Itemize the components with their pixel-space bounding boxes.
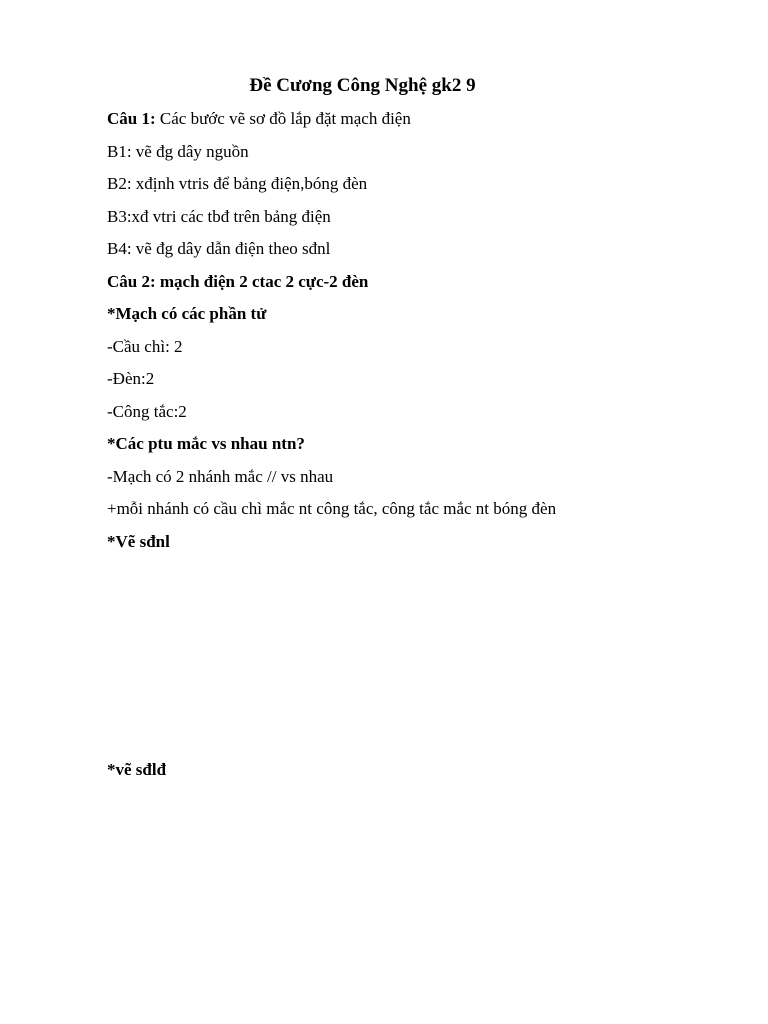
component-switch: -Công tắc:2 xyxy=(107,402,187,421)
step-3: B3:xđ vtri các tbđ trên bảng điện xyxy=(107,207,331,226)
connection-heading: *Các ptu mắc vs nhau ntn? xyxy=(107,434,305,453)
question-1-text: Các bước vẽ sơ đồ lắp đặt mạch điện xyxy=(155,109,411,128)
question-1 xyxy=(107,108,411,130)
question-2: Câu 2: mạch điện 2 ctac 2 cực-2 đèn xyxy=(107,272,369,291)
component-fuse: -Cầu chì: 2 xyxy=(107,337,183,356)
component-lamp: -Đèn:2 xyxy=(107,369,155,388)
question-1-label: Câu 1: xyxy=(107,109,156,128)
components-heading: *Mạch có các phần tử xyxy=(107,304,267,323)
draw-wiring-heading: *vẽ sđlđ xyxy=(107,760,167,779)
draw-schematic-heading: *Vẽ sđnl xyxy=(107,532,170,551)
connection-series: +mỗi nhánh có cầu chì mắc nt công tắc, công tắc mắc nt bóng đèn xyxy=(107,499,557,518)
connection-parallel: -Mạch có 2 nhánh mắc // vs nhau xyxy=(107,467,334,486)
step-4: B4: vẽ đg dây dẫn điện theo sđnl xyxy=(107,239,331,258)
document-title: Đề Cương Công Nghệ gk2 9 xyxy=(249,75,476,96)
step-2: B2: xđịnh vtris để bảng điện,bóng đèn xyxy=(107,174,368,193)
step-1: B1: vẽ đg dây nguồn xyxy=(107,142,249,161)
